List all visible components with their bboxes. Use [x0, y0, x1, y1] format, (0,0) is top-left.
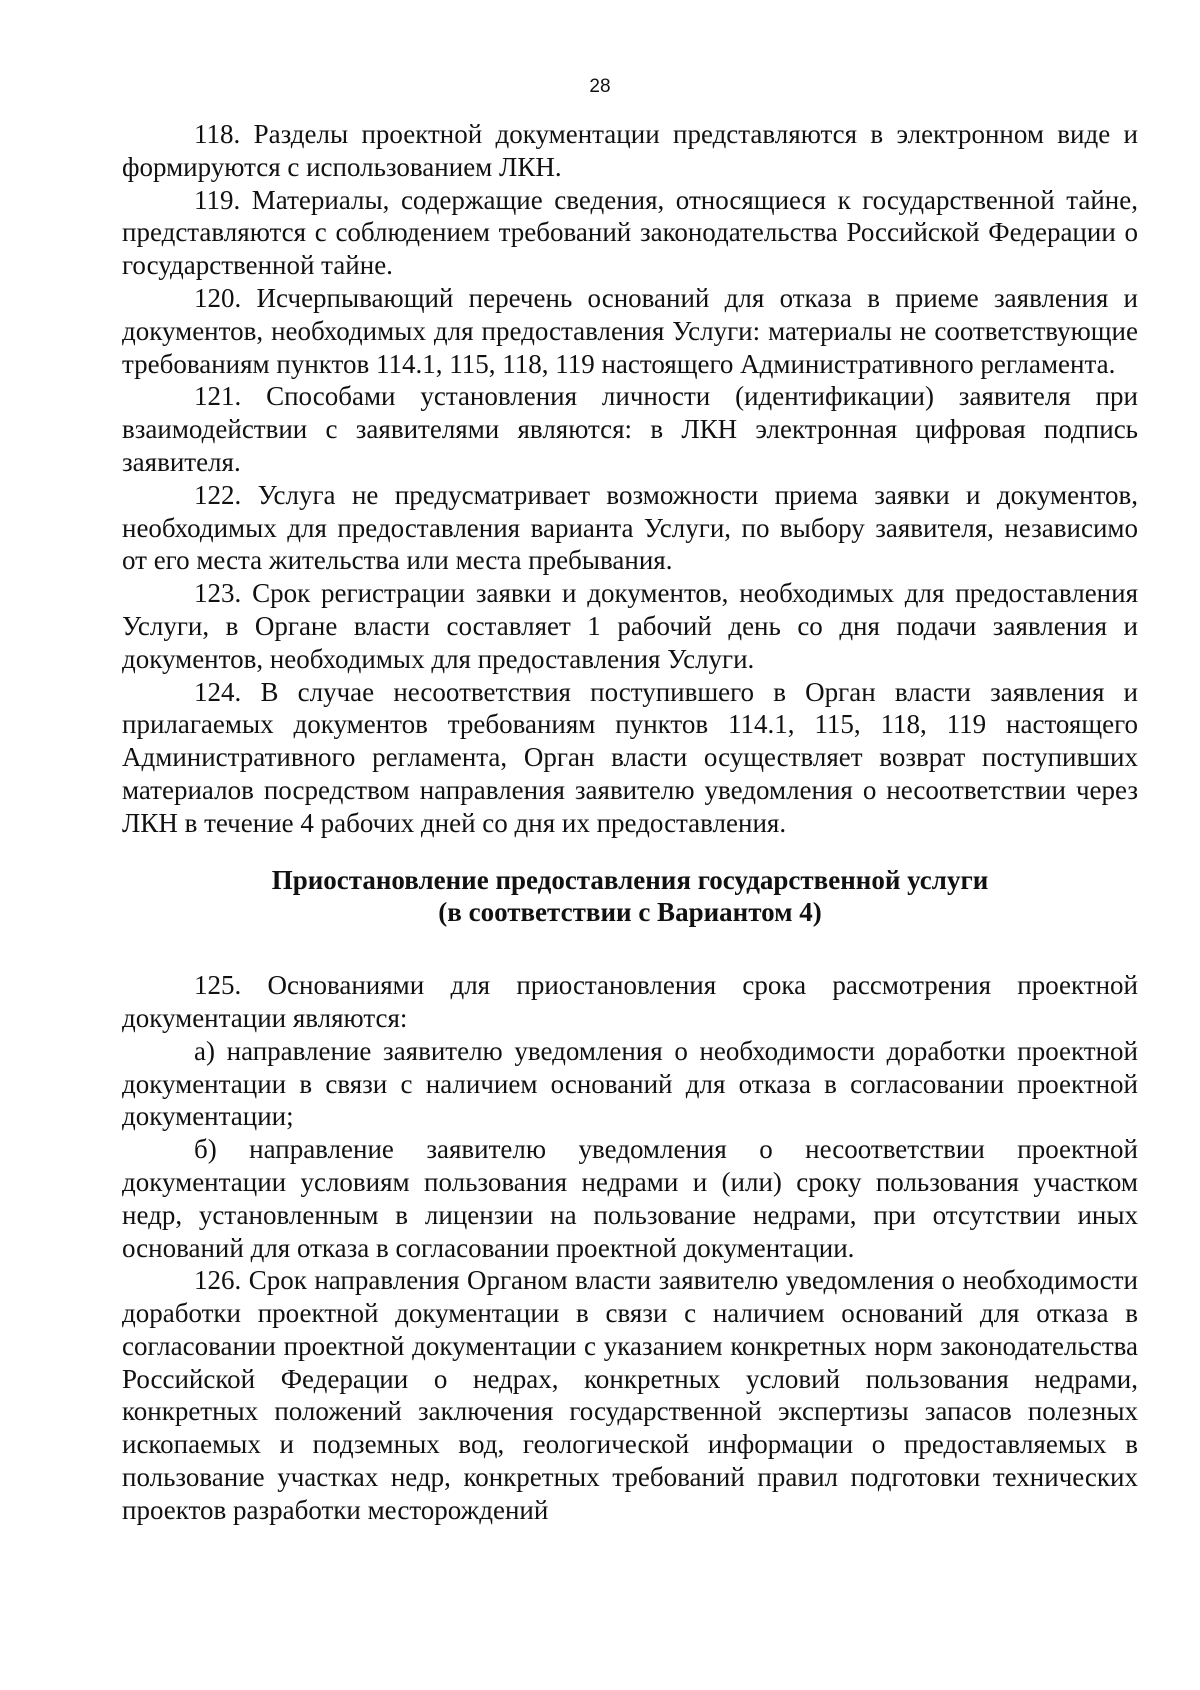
paragraph-124: 124. В случае несоответствия поступившего в Орган власти заявления и прилагаемых документов требованиям пунктов 114.1, 115, 118, 119 настоящего Административного регламента, Орган власти осуществляет возврат поступивших материалов посредством направления заявителю уведомления о несоответствии через ЛКН в течение 4 рабочих дней со дня их предоставления.: [122, 676, 1138, 838]
paragraph-125-b: б) направление заявителю уведомления о несоответствии проектной документации условиям пользования недрами и (или) сроку пользования участком недр, установленным в лицензии на пользование недрами, при отсутствии иных оснований для отказа в согласовании проектной документации.: [122, 1134, 1138, 1263]
paragraph-125: 125. Основаниями для приостановления срока рассмотрения проектной документации являются:: [122, 970, 1138, 1033]
paragraph-120: 120. Исчерпывающий перечень оснований для отказа в приеме заявления и документов, необходимых для предоставления Услуги: материалы не соответствующие требованиям пунктов 114.1, 115, 118, 119 настоящего Административного регламента.: [122, 282, 1138, 379]
section-heading: [122, 864, 1138, 930]
section-heading-line-2: (в соответствии с Вариантом 4): [438, 897, 822, 928]
paragraph-123: 123. Срок регистрации заявки и документов, необходимых для предоставления Услуги, в Органе власти составляет 1 рабочий день со дня подачи заявления и документов, необходимых для предоставления Услуги.: [122, 578, 1138, 674]
page-number: 28: [589, 76, 611, 97]
paragraph-118: 118. Разделы проектной документации представляются в электронном виде и формируются с использованием ЛКН.: [122, 119, 1138, 182]
paragraph-126: 126. Срок направления Органом власти заявителю уведомления о необходимости доработки проектной документации в связи с наличием оснований для отказа в согласовании проектной документации с указанием конкретных норм законодательства Российской Федерации о недрах, конкретных условий пользования недрами, конкретных положений заключения государственной экспертизы запасов полезных ископаемых и подземных вод, геологической информации о предоставляемых в пользование участках недр, конкретных требований правил подготовки технических проектов разработки месторождений: [122, 1265, 1138, 1525]
paragraph-121: 121. Способами установления личности (идентификации) заявителя при взаимодействии с заявителями являются: в ЛКН электронная цифровая подпись заявителя.: [122, 381, 1138, 477]
document-body: [122, 118, 1138, 1527]
section-heading-line-1: Приостановление предоставления государственной услуги: [271, 864, 989, 895]
paragraph-125-a: а) направление заявителю уведомления о необходимости доработки проектной документации в связи с наличием оснований для отказа в согласовании проектной документации;: [122, 1035, 1138, 1132]
paragraph-119: 119. Материалы, содержащие сведения, относящиеся к государственной тайне, представляются с соблюдением требований законодательства Российской Федерации о государственной тайне.: [122, 184, 1138, 281]
paragraph-122: 122. Услуга не предусматривает возможности приема заявки и документов, необходимых для предоставления варианта Услуги, по выбору заявителя, независимо от его места жительства или места пребывания.: [122, 479, 1138, 576]
